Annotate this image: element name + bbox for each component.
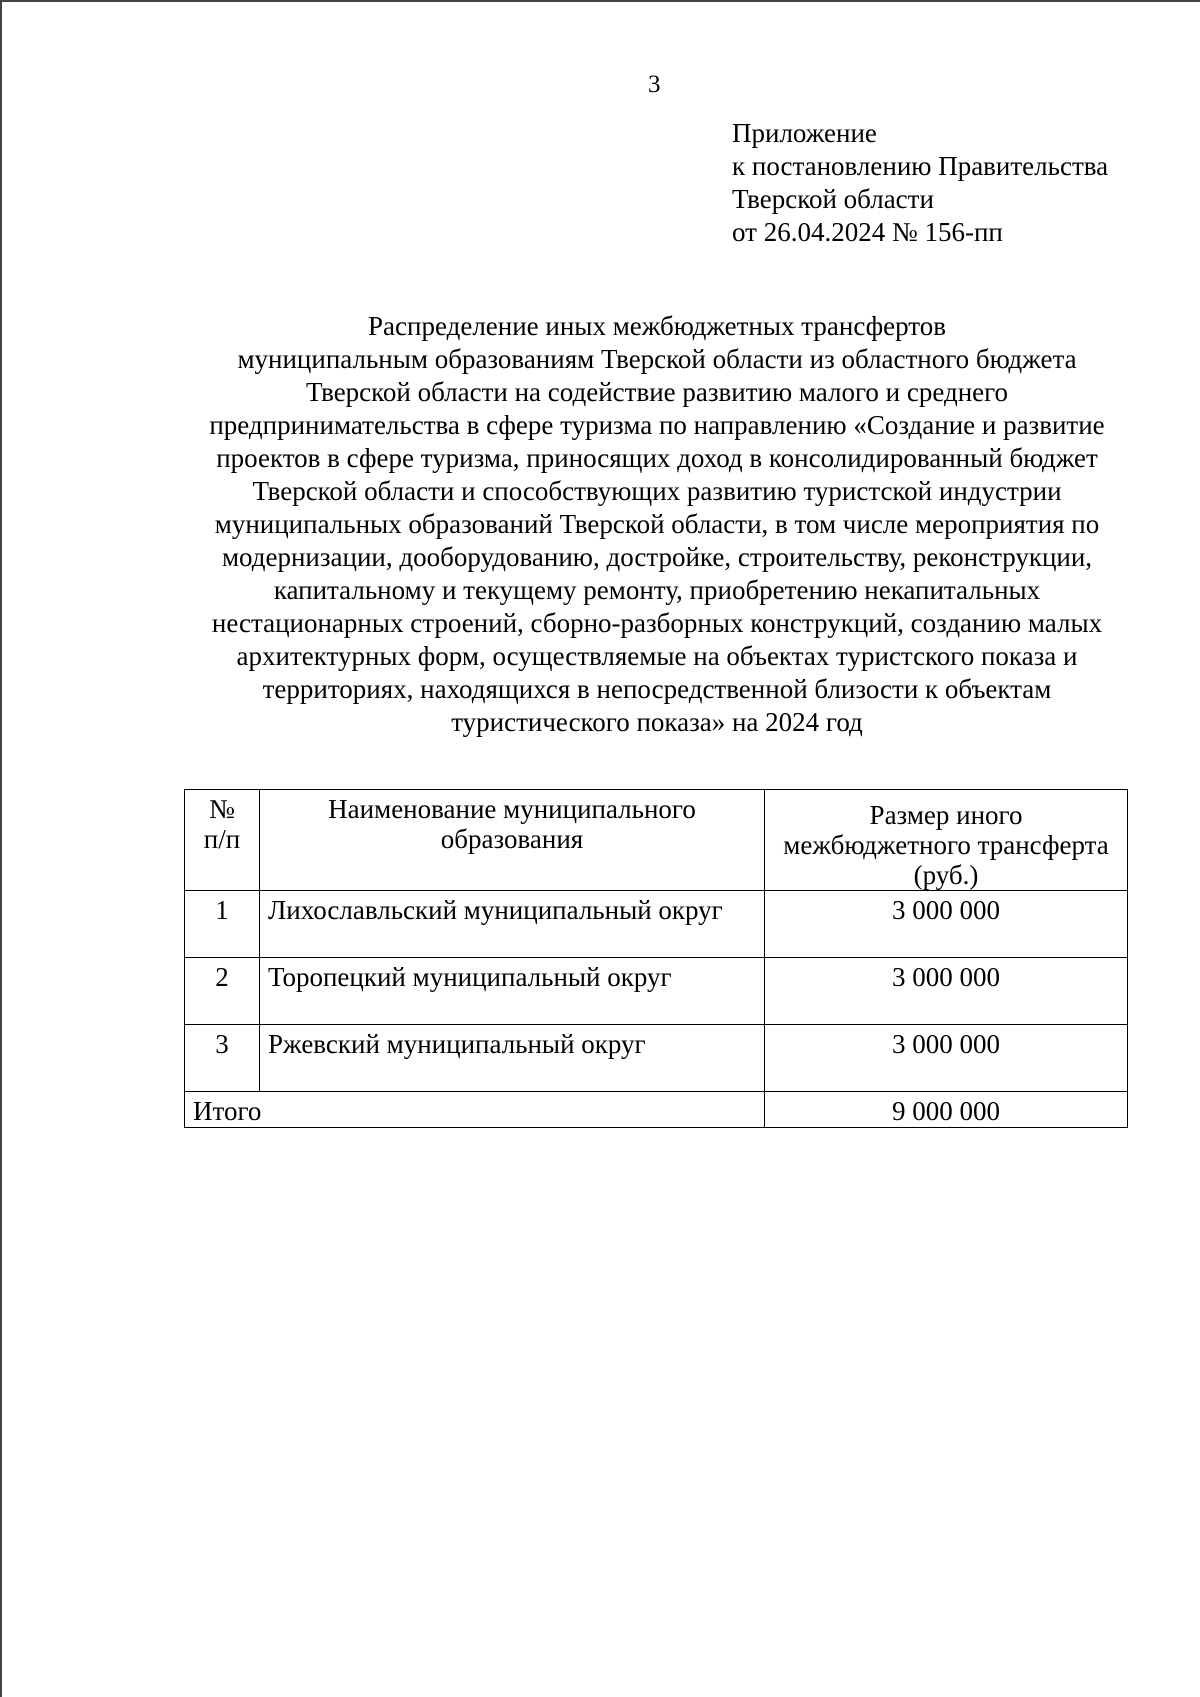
- title-line: архитектурных форм, осуществляемые на объектах туристского показа и: [236, 641, 1078, 671]
- header-name-line: образования: [440, 824, 584, 854]
- header-name: [260, 790, 765, 891]
- row-name: Торопецкий муниципальный округ: [260, 958, 765, 1025]
- appendix-line: Приложение: [732, 118, 877, 148]
- header-amount: [765, 790, 1128, 891]
- title-line: модернизации, дооборудованию, достройке, строительству, реконструкции,: [221, 542, 1093, 572]
- title-line: территориях, находящихся в непосредственной близости к объектам: [262, 674, 1052, 704]
- title-line: предпринимательства в сфере туризма по направлению «Создание и развитие: [209, 410, 1105, 440]
- title-line: муниципальных образований Тверской области, в том числе мероприятия по: [214, 509, 1100, 539]
- row-num: 3: [185, 1025, 260, 1092]
- table-row: [185, 891, 1128, 958]
- title-line: капитальному и текущему ремонту, приобретению некапитальных: [273, 575, 1041, 605]
- row-name: Лихославльский муниципальный округ: [260, 891, 765, 958]
- header-amount-line: (руб.): [913, 860, 979, 890]
- title-line: Тверской области и способствующих развитию туристской индустрии: [252, 476, 1062, 506]
- title-line: Распределение иных межбюджетных трансфертов: [368, 311, 946, 341]
- table-header-row: [185, 790, 1128, 891]
- header-amount-line: межбюджетного трансферта: [783, 830, 1109, 860]
- title-line: муниципальным образованиям Тверской области из областного бюджета: [237, 344, 1077, 374]
- header-amount-line: Размер иного: [869, 800, 1023, 830]
- header-num-line: №: [209, 794, 235, 824]
- row-amount: 3 000 000: [765, 1025, 1128, 1092]
- title-line: нестационарных строений, сборно-разборных конструкций, созданию малых: [211, 608, 1103, 638]
- header-name-line: Наименование муниципального: [328, 794, 696, 824]
- title-line: Тверской области на содействие развитию малого и среднего: [305, 377, 1009, 407]
- title-line: проектов в сфере туризма, приносящих доход в консолидированный бюджет: [216, 443, 1098, 473]
- row-name: Ржевский муниципальный округ: [260, 1025, 765, 1092]
- row-num: 2: [185, 958, 260, 1025]
- row-num: 1: [185, 891, 260, 958]
- row-amount: 3 000 000: [765, 958, 1128, 1025]
- table-row: [185, 958, 1128, 1025]
- table-total-row: [185, 1092, 1128, 1128]
- title-line: туристического показа» на 2024 год: [451, 707, 863, 737]
- row-amount: 3 000 000: [765, 891, 1128, 958]
- total-label: Итого: [185, 1092, 765, 1128]
- table-row: [185, 1025, 1128, 1092]
- transfer-table: [184, 789, 1128, 1128]
- header-num: [185, 790, 260, 891]
- appendix-line: к постановлению Правительства: [732, 151, 1109, 181]
- appendix-line: Тверской области: [732, 184, 934, 214]
- header-num-line: п/п: [203, 824, 241, 854]
- appendix-line: от 26.04.2024 № 156-пп: [732, 217, 1003, 247]
- appendix-header: [732, 117, 1108, 249]
- document-title: [172, 310, 1142, 739]
- page-number: 3: [648, 71, 661, 98]
- total-amount: 9 000 000: [765, 1092, 1128, 1128]
